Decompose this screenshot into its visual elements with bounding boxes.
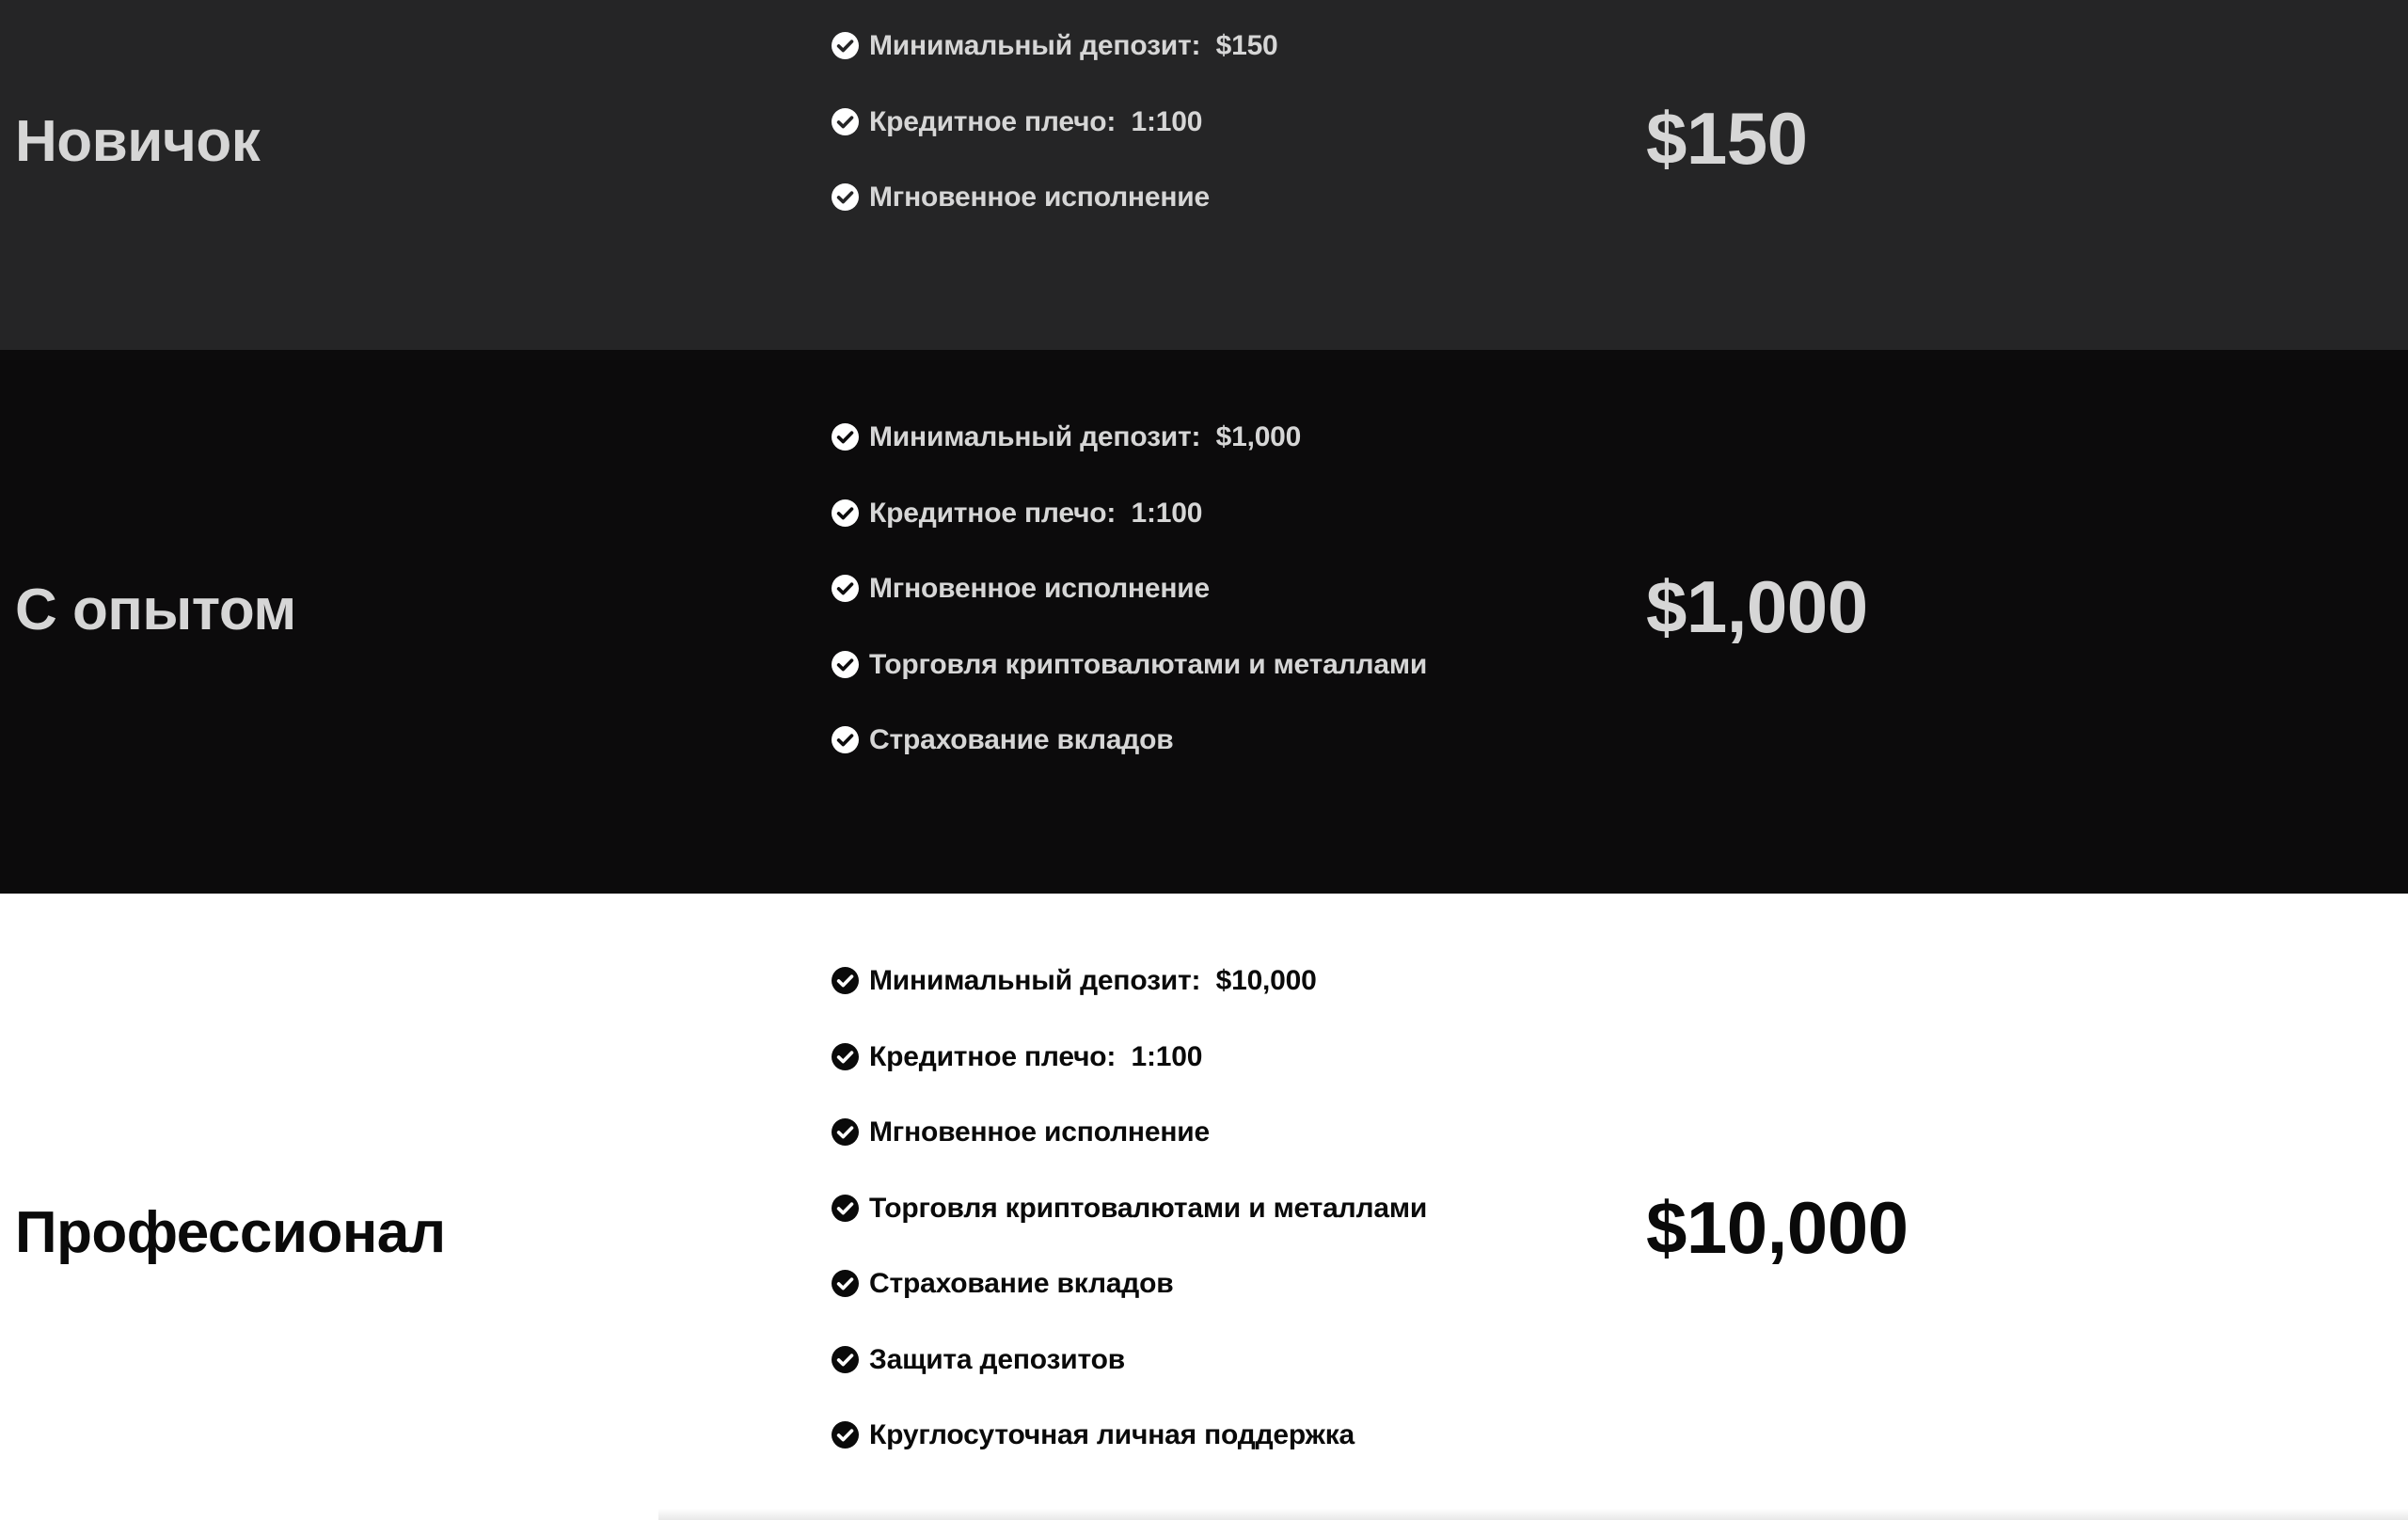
feature-label: Защита депозитов (869, 1343, 1125, 1375)
feature-label: Торговля криптовалютами и металлами (869, 648, 1428, 680)
feature-label: Кредитное плечо: 1:100 (869, 497, 1203, 529)
check-circle-icon (832, 1421, 859, 1449)
check-circle-icon (832, 32, 859, 59)
feature-label: Круглосуточная личная поддержка (869, 1419, 1355, 1450)
check-circle-icon (832, 423, 859, 451)
feature-value: 1:100 (1131, 105, 1203, 137)
feature-value: 1:100 (1131, 1040, 1203, 1072)
feature-label: Минимальный депозит: $150 (869, 30, 1278, 61)
feature-item (832, 1041, 1427, 1117)
feature-label: Минимальный депозит: $1,000 (869, 421, 1302, 452)
feature-item (832, 30, 1278, 106)
check-circle-icon (832, 1346, 859, 1373)
bottom-shadow (658, 1509, 2408, 1520)
feature-value: $1,000 (1215, 421, 1302, 452)
check-circle-icon (832, 499, 859, 527)
feature-item (832, 1116, 1427, 1193)
feature-item (832, 1268, 1427, 1344)
feature-value: $10,000 (1215, 965, 1317, 996)
check-circle-icon (832, 1043, 859, 1070)
check-circle-icon (832, 183, 859, 211)
feature-item (832, 498, 1427, 574)
feature-item (832, 421, 1427, 498)
feature-value: $150 (1215, 30, 1278, 61)
feature-item (832, 106, 1278, 182)
tier-experienced (0, 350, 2408, 894)
feature-item (832, 182, 1278, 258)
feature-label: Мгновенное исполнение (869, 573, 1210, 604)
tier-name: Новичок (15, 109, 261, 174)
feature-item (832, 573, 1427, 649)
check-circle-icon (832, 1195, 859, 1222)
feature-label: Страхование вкладов (869, 724, 1174, 755)
feature-label: Страхование вкладов (869, 1268, 1174, 1299)
feature-label: Кредитное плечо: 1:100 (869, 1040, 1203, 1072)
check-circle-icon (832, 967, 859, 994)
feature-item (832, 1344, 1427, 1420)
tier-price: $1,000 (1646, 565, 1868, 648)
check-circle-icon (832, 1118, 859, 1146)
check-circle-icon (832, 726, 859, 753)
feature-label: Кредитное плечо: 1:100 (869, 105, 1203, 137)
feature-item (832, 649, 1427, 725)
feature-label: Мгновенное исполнение (869, 1116, 1210, 1148)
check-circle-icon (832, 108, 859, 135)
feature-item (832, 724, 1427, 800)
feature-label: Минимальный депозит: $10,000 (869, 965, 1317, 996)
tier-name: Профессионал (15, 1200, 446, 1265)
feature-list (832, 30, 1278, 258)
feature-item (832, 1193, 1427, 1269)
check-circle-icon (832, 575, 859, 602)
check-circle-icon (832, 1270, 859, 1297)
feature-label: Мгновенное исполнение (869, 182, 1210, 213)
feature-item (832, 965, 1427, 1041)
check-circle-icon (832, 651, 859, 678)
feature-list (832, 965, 1427, 1496)
feature-item (832, 1419, 1427, 1496)
tier-price: $10,000 (1646, 1186, 1909, 1269)
feature-value: 1:100 (1131, 497, 1203, 529)
tier-price: $150 (1646, 97, 1808, 180)
tier-novice (0, 0, 2408, 350)
feature-list (832, 421, 1427, 800)
tier-professional (0, 894, 2408, 1520)
feature-label: Торговля криптовалютами и металлами (869, 1192, 1428, 1224)
tier-name: С опытом (15, 578, 296, 642)
